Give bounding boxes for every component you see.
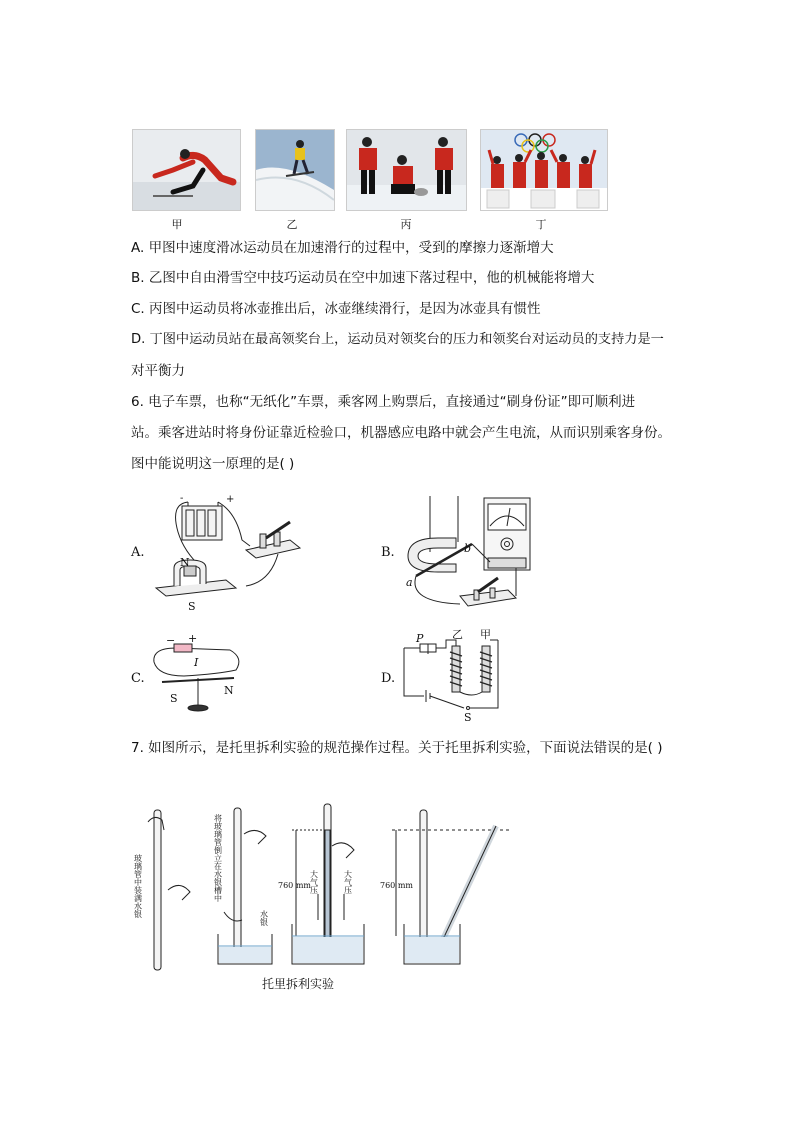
photo-caption-ding: 丁: [535, 218, 547, 231]
q7-figure-torricelli: [132, 800, 522, 1000]
fig-d-jia-label: 甲: [480, 628, 491, 641]
q6-stem-line2: 站。乘客进站时将身份证靠近检验口，机器感应电路中就会产生电流，从而识别乘客身份。: [131, 425, 671, 441]
q7-label-atm-2: 大气压: [343, 870, 353, 894]
fig-d-p-label: P: [416, 632, 424, 645]
photo-caption-bing: 丙: [400, 218, 412, 231]
q7-label-760mm-a: 760 mm: [278, 881, 311, 890]
q6-option-a-label: A.: [131, 545, 145, 560]
q6-stem-line3: 图中能说明这一原理的是( ): [131, 456, 295, 472]
q6-option-b-label: B.: [381, 545, 395, 560]
q5-option-d-line1: D. 丁图中运动员站在最高领奖台上，运动员对领奖台的压力和领奖台对运动员的支持力是一: [131, 332, 664, 347]
fig-c-n-label: N: [224, 684, 234, 697]
q7-label-atm-1: 大气压: [309, 870, 319, 894]
q6-option-c-label: C.: [131, 671, 145, 686]
q5-option-a: A. 甲图中速度滑冰运动员在加速滑行的过程中，受到的摩擦力逐渐增大: [131, 240, 554, 256]
fig-b-a-label: a: [406, 576, 413, 589]
fig-a-plus-label: +: [226, 494, 235, 505]
fig-c-plus-label: +: [188, 632, 198, 645]
photo-freestyle-skier: [255, 129, 335, 211]
fig-c-i-label: I: [194, 656, 199, 669]
fig-d-yi-label: 乙: [452, 628, 463, 641]
q7-label-760mm-b: 760 mm: [380, 881, 413, 890]
fig-c-s-label: S: [170, 692, 178, 705]
q5-option-d-line2: 对平衡力: [131, 363, 185, 379]
fig-a-n-label: N: [180, 556, 190, 569]
q6-figure-a-motor: [150, 492, 310, 612]
photo-speed-skater: [132, 129, 241, 211]
photo-caption-yi: 乙: [286, 218, 298, 231]
q6-option-d-label: D.: [381, 671, 396, 686]
fig-c-minus-label: −: [166, 634, 176, 647]
fig-d-s-label: S: [464, 711, 472, 722]
q7-label-fill-tube: 玻璃管中装满水银: [133, 854, 143, 918]
q7-figure-caption: 托里拆利实验: [262, 977, 335, 991]
photo-award-podium: [480, 129, 608, 211]
q7-label-invert-tube: 将玻璃管倒立在水银槽中: [213, 814, 223, 902]
photo-curling-team: [346, 129, 467, 211]
q6-figure-b-generator: [398, 492, 538, 622]
q5-option-b: B. 乙图中自由滑雪空中技巧运动员在空中加速下落过程中，他的机械能将增大: [131, 270, 595, 286]
fig-a-minus-label: -: [180, 493, 184, 504]
q6-stem-line1: 6. 电子车票，也称“无纸化”车票，乘客网上购票后，直接通过“刷身份证”即可顺利进: [131, 394, 636, 410]
q6-figure-c-oersted: [148, 632, 248, 722]
q7-stem-line1: 7. 如图所示，是托里拆利实验的规范操作过程。关于托里拆利实验，下面说法错误的是( ): [131, 740, 663, 756]
fig-b-b-label: b: [464, 542, 472, 555]
photo-caption-jia: 甲: [171, 218, 183, 231]
q7-label-mercury: 水银: [259, 910, 269, 926]
q6-figure-d-electromagnet: [398, 626, 508, 722]
q5-option-c: C. 丙图中运动员将冰壶推出后，冰壶继续滑行，是因为冰壶具有惯性: [131, 301, 541, 317]
fig-a-s-label: S: [188, 600, 196, 612]
